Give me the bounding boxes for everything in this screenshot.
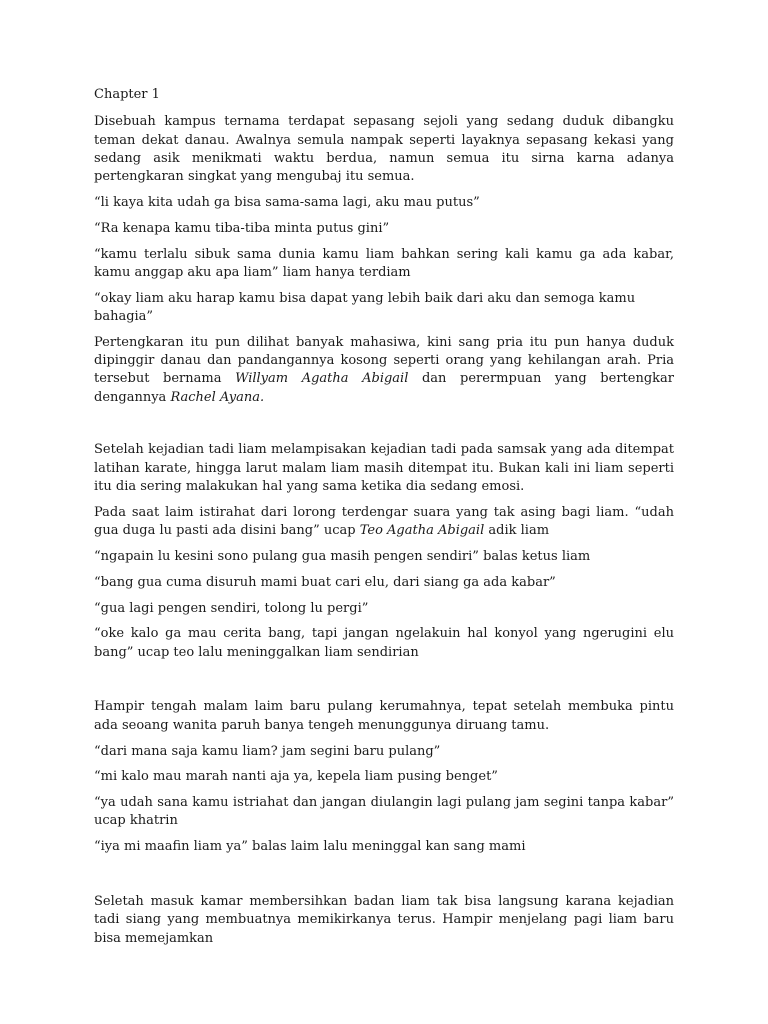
dialogue-10: “mi kalo mau marah nanti aja ya, kepela liam pusing benget” bbox=[94, 769, 498, 785]
paragraph-6: Seletah masuk kamar membersihkan badan liam tak bisa langsung karana kejadian tadi siang yang membuatnya memikirkanya terus. Hampir menjelang pagi liam baru bisa memejamkan bbox=[94, 894, 674, 946]
section-gap-3 bbox=[94, 864, 674, 893]
dialogue-9: “dari mana saja kamu liam? jam segini baru pulang” bbox=[94, 743, 441, 759]
dialogue-8: “oke kalo ga mau cerita bang, tapi jangan ngelakuin hal konyol yang ngerugini elu bang” ucap teo lalu meninggalkan liam sendirian bbox=[94, 626, 674, 660]
dialogue-12: “iya mi maafin liam ya” balas laim lalu meninggal kan sang mami bbox=[94, 839, 526, 855]
character-name-willyam: Willyam Agatha Abigail bbox=[235, 371, 409, 387]
document-body bbox=[94, 86, 674, 955]
paragraph-1: Disebuah kampus ternama terdapat sepasang sejoli yang sedang duduk dibangku teman dekat danau. Awalnya semula nampak seperti layaknya sepasang kekasi yang sedang asik menikmati waktu berdua, namun semua itu sirna karna adanya pertengkaran singkat yang mengubaj itu semua. bbox=[94, 114, 674, 185]
paragraph-2-text-b: dan perermpuan yang bertengkar dengannya bbox=[94, 371, 674, 405]
dialogue-6: “bang gua cuma disuruh mami buat cari elu, dari siang ga ada kabar” bbox=[94, 574, 556, 590]
character-name-teo: Teo Agatha Abigail bbox=[359, 523, 485, 539]
paragraph-4-text-b: adik liam bbox=[484, 523, 550, 539]
dialogue-4: “okay liam aku harap kamu bisa dapat yang lebih baik dari aku dan semoga kamu bahagia” bbox=[94, 290, 636, 324]
dialogue-11: “ya udah sana kamu istriahat dan jangan diulangin lagi pulang jam segini tanpa kabar” ucap khatrin bbox=[94, 795, 674, 829]
paragraph-3: Setelah kejadian tadi liam melampisakan kejadian tadi pada samsak yang ada ditempat latihan karate, hingga larut malam liam masih ditempat itu. Bukan kali ini liam seperti itu dia sering malakukan hal yang sama ketika dia sedang emosi. bbox=[94, 442, 674, 495]
dialogue-1: “li kaya kita udah ga bisa sama-sama lagi, aku mau putus” bbox=[94, 194, 480, 210]
dialogue-2: “Ra kenapa kamu tiba-tiba minta putus gini” bbox=[94, 220, 390, 236]
character-name-rachel: Rachel Ayana. bbox=[170, 389, 265, 405]
dialogue-7: “gua lagi pengen sendiri, tolong lu pergi” bbox=[94, 600, 369, 616]
paragraph-4-text-a: Pada saat laim istirahat dari lorong terdengar suara yang tak asing bagi liam. “udah gua duga lu pasti ada disini bang” ucap bbox=[94, 504, 674, 539]
chapter-heading: Chapter 1 bbox=[94, 87, 160, 102]
dialogue-5: “ngapain lu kesini sono pulang gua masih pengen sendiri” balas ketus liam bbox=[94, 548, 591, 564]
paragraph-2 bbox=[94, 334, 674, 407]
section-gap-2 bbox=[94, 669, 674, 698]
paragraph-2-text-a: Pertengkaran itu pun dilihat banyak mahasiwa, kini sang pria itu pun hanya duduk dipinggir danau dan pandangannya kosong seperti orang yang kehilangan arah. Pria tersebut bernama bbox=[94, 334, 674, 387]
dialogue-3: “kamu terlalu sibuk sama dunia kamu liam bahkan sering kali kamu ga ada kabar, kamu anggap aku apa liam” liam hanya terdiam bbox=[94, 246, 674, 280]
section-gap-1 bbox=[94, 414, 674, 441]
paragraph-4 bbox=[94, 504, 674, 541]
paragraph-5: Hampir tengah malam laim baru pulang kerumahnya, tepat setelah membuka pintu ada seoang wanita paruh banya tengeh menunggunya diruang tamu. bbox=[94, 699, 674, 733]
